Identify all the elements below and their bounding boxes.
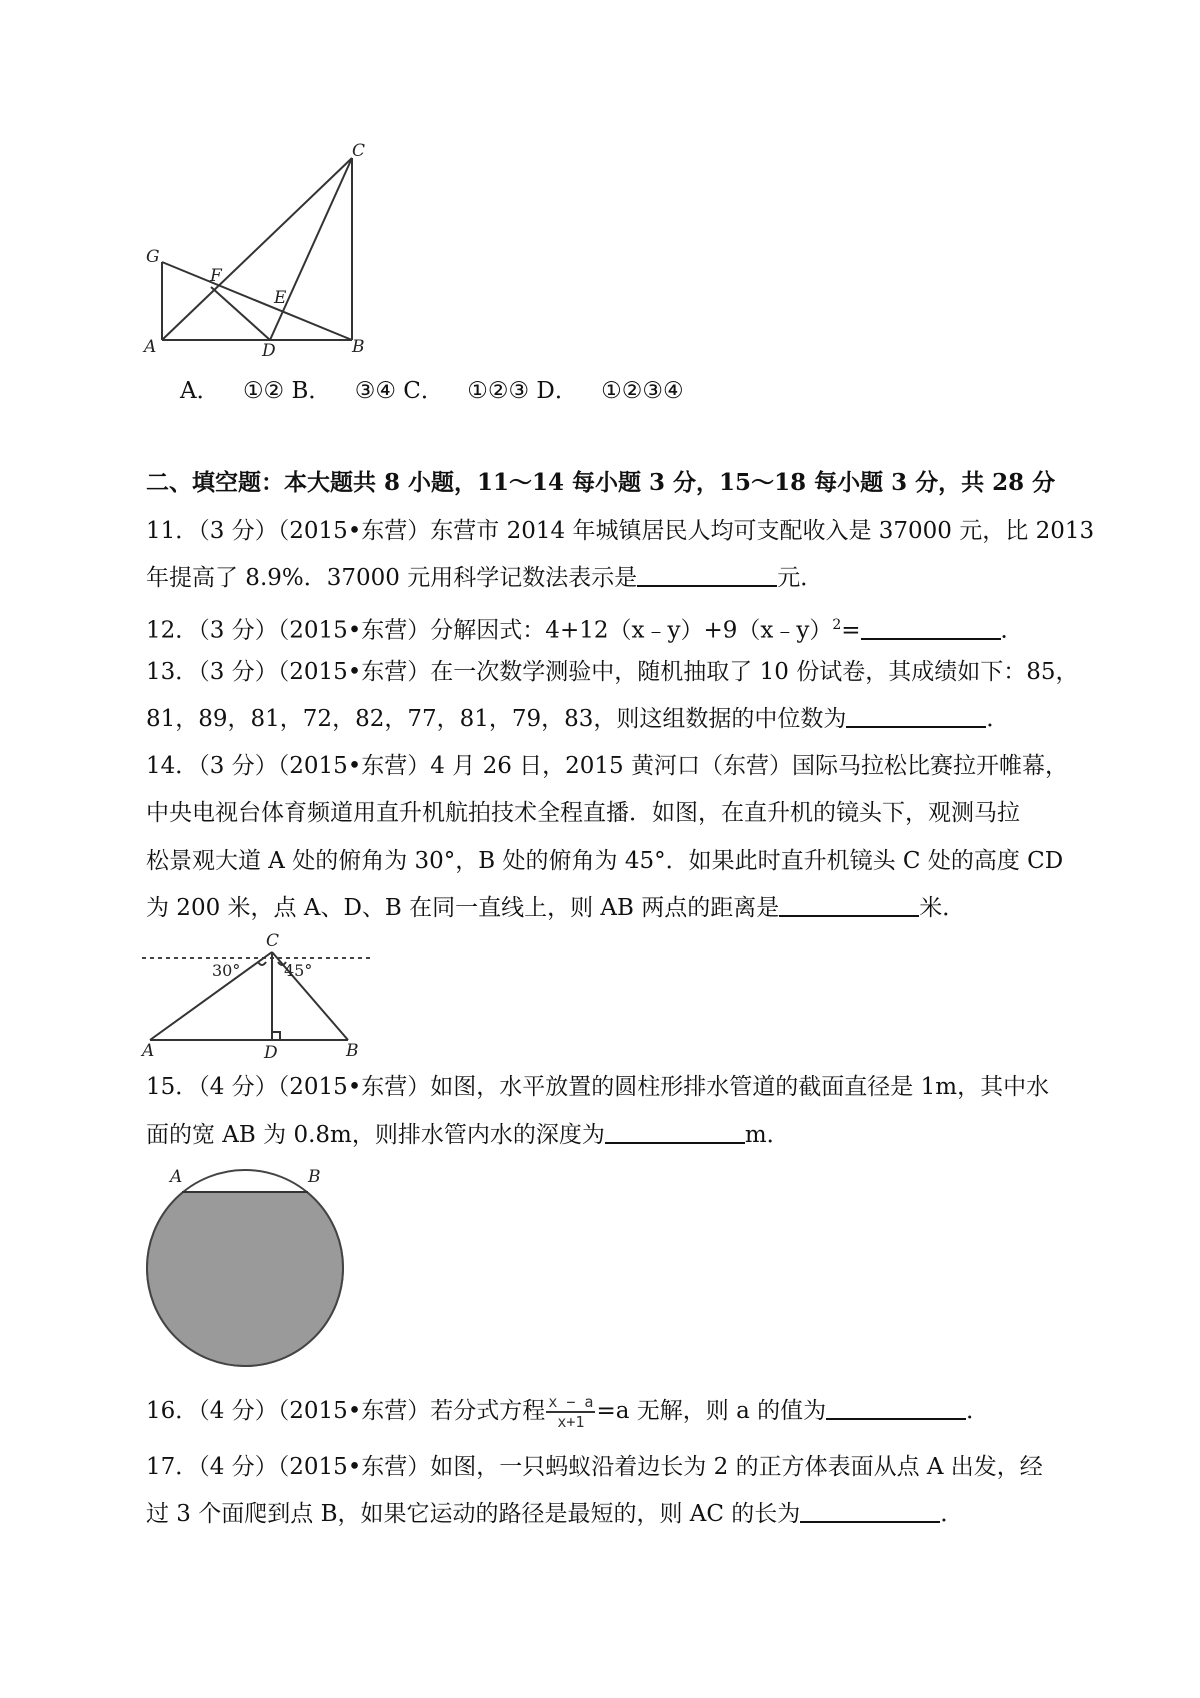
figure-q15-pipe <box>140 1162 350 1372</box>
q12-line: 12．（3 分）（2015•东营）分解因式：4+12（x﹣y）+9（x﹣y）$^2$= ． <box>146 617 1024 644</box>
q13-line2: 81，89，81，72，82，77，81，79，83，则这组数据的中位数为 ． <box>146 706 1010 732</box>
fraction: $\frac{x - a}{x+1}$ <box>548 1393 594 1431</box>
option-a-value: ①② <box>242 378 285 404</box>
answer-blank[interactable] <box>826 1396 966 1420</box>
label-a: A <box>170 1167 183 1187</box>
label-a: A <box>144 337 157 357</box>
answer-blank[interactable] <box>846 704 986 728</box>
label-d: D <box>264 1043 278 1058</box>
q17-line1: 17．（4 分）（2015•东营）如图，一只蚂蚁沿着边长为 2 的正方体表面从点 A 出发，经 <box>146 1454 1043 1480</box>
label-b: B <box>352 337 365 357</box>
section-heading: 二、填空题：本大题共 8 小题，11～14 每小题 3 分，15～18 每小题 3 分，共 28 分 <box>146 469 1056 496</box>
option-b-letter: B． <box>291 378 332 404</box>
option-b-value: ③④ <box>354 378 396 404</box>
q14-line2: 中央电视台体育频道用直升机航拍技术全程直播．如图，在直升机的镜头下，观测马拉 <box>146 800 1020 826</box>
q10-options <box>180 376 684 406</box>
answer-blank[interactable] <box>800 1499 940 1523</box>
label-g: G <box>146 247 160 267</box>
answer-blank[interactable] <box>861 616 1001 640</box>
q11-line2: 年提高了 8.9%．37000 元用科学记数法表示是 元． <box>146 565 824 591</box>
angle-45-label: 45° <box>284 961 313 980</box>
q14-line4: 为 200 米，点 A、D、B 在同一直线上，则 AB 两点的距离是 米． <box>146 895 966 921</box>
q13-line1: 13．（3 分）（2015•东营）在一次数学测验中，随机抽取了 10 份试卷，其成绩如下：85， <box>146 659 1079 685</box>
q16-line: 16．（4 分）（2015•东营）若分式方程 $\frac{x - a}{x+1}$ =a 无解，则 a 的值为 ． <box>146 1393 990 1431</box>
label-b: B <box>308 1167 321 1187</box>
q17-line2: 过 3 个面爬到点 B，如果它运动的路径是最短的，则 AC 的长为 ． <box>146 1501 964 1527</box>
angle-30-label: 30° <box>212 961 241 980</box>
option-c-letter: C． <box>403 378 444 404</box>
label-b: B <box>346 1041 359 1058</box>
label-f: F <box>210 266 222 286</box>
label-c: C <box>352 141 366 161</box>
answer-blank[interactable] <box>779 893 919 917</box>
figure-q14-angles <box>140 930 380 1058</box>
label-a: A <box>142 1041 155 1058</box>
option-d-value: ①②③④ <box>601 378 684 404</box>
answer-blank[interactable] <box>605 1120 745 1144</box>
label-d: D <box>262 341 276 360</box>
option-d-letter: D． <box>536 378 578 404</box>
q14-line1: 14．（3 分）（2015•东营）4 月 26 日，2015 黄河口（东营）国际马拉松比赛拉开帷幕， <box>146 753 1068 779</box>
q15-line2: 面的宽 AB 为 0.8m，则排水管内水的深度为 m． <box>146 1122 790 1148</box>
q14-line3: 松景观大道 A 处的俯角为 30°，B 处的俯角为 45°．如果此时直升机镜头 C 处的高度 CD <box>146 848 1064 874</box>
figure-q10-triangle <box>140 140 380 360</box>
option-c-value: ①②③ <box>467 378 530 404</box>
answer-blank[interactable] <box>637 563 777 587</box>
label-e: E <box>274 288 287 308</box>
q15-line1: 15．（4 分）（2015•东营）如图，水平放置的圆柱形排水管道的截面直径是 1m，其中水 <box>146 1074 1050 1100</box>
q11-line1: 11．（3 分）（2015•东营）东营市 2014 年城镇居民人均可支配收入是 37000 元，比 2013 <box>146 518 1095 544</box>
option-a-letter: A． <box>180 378 220 404</box>
label-c: C <box>266 931 280 951</box>
